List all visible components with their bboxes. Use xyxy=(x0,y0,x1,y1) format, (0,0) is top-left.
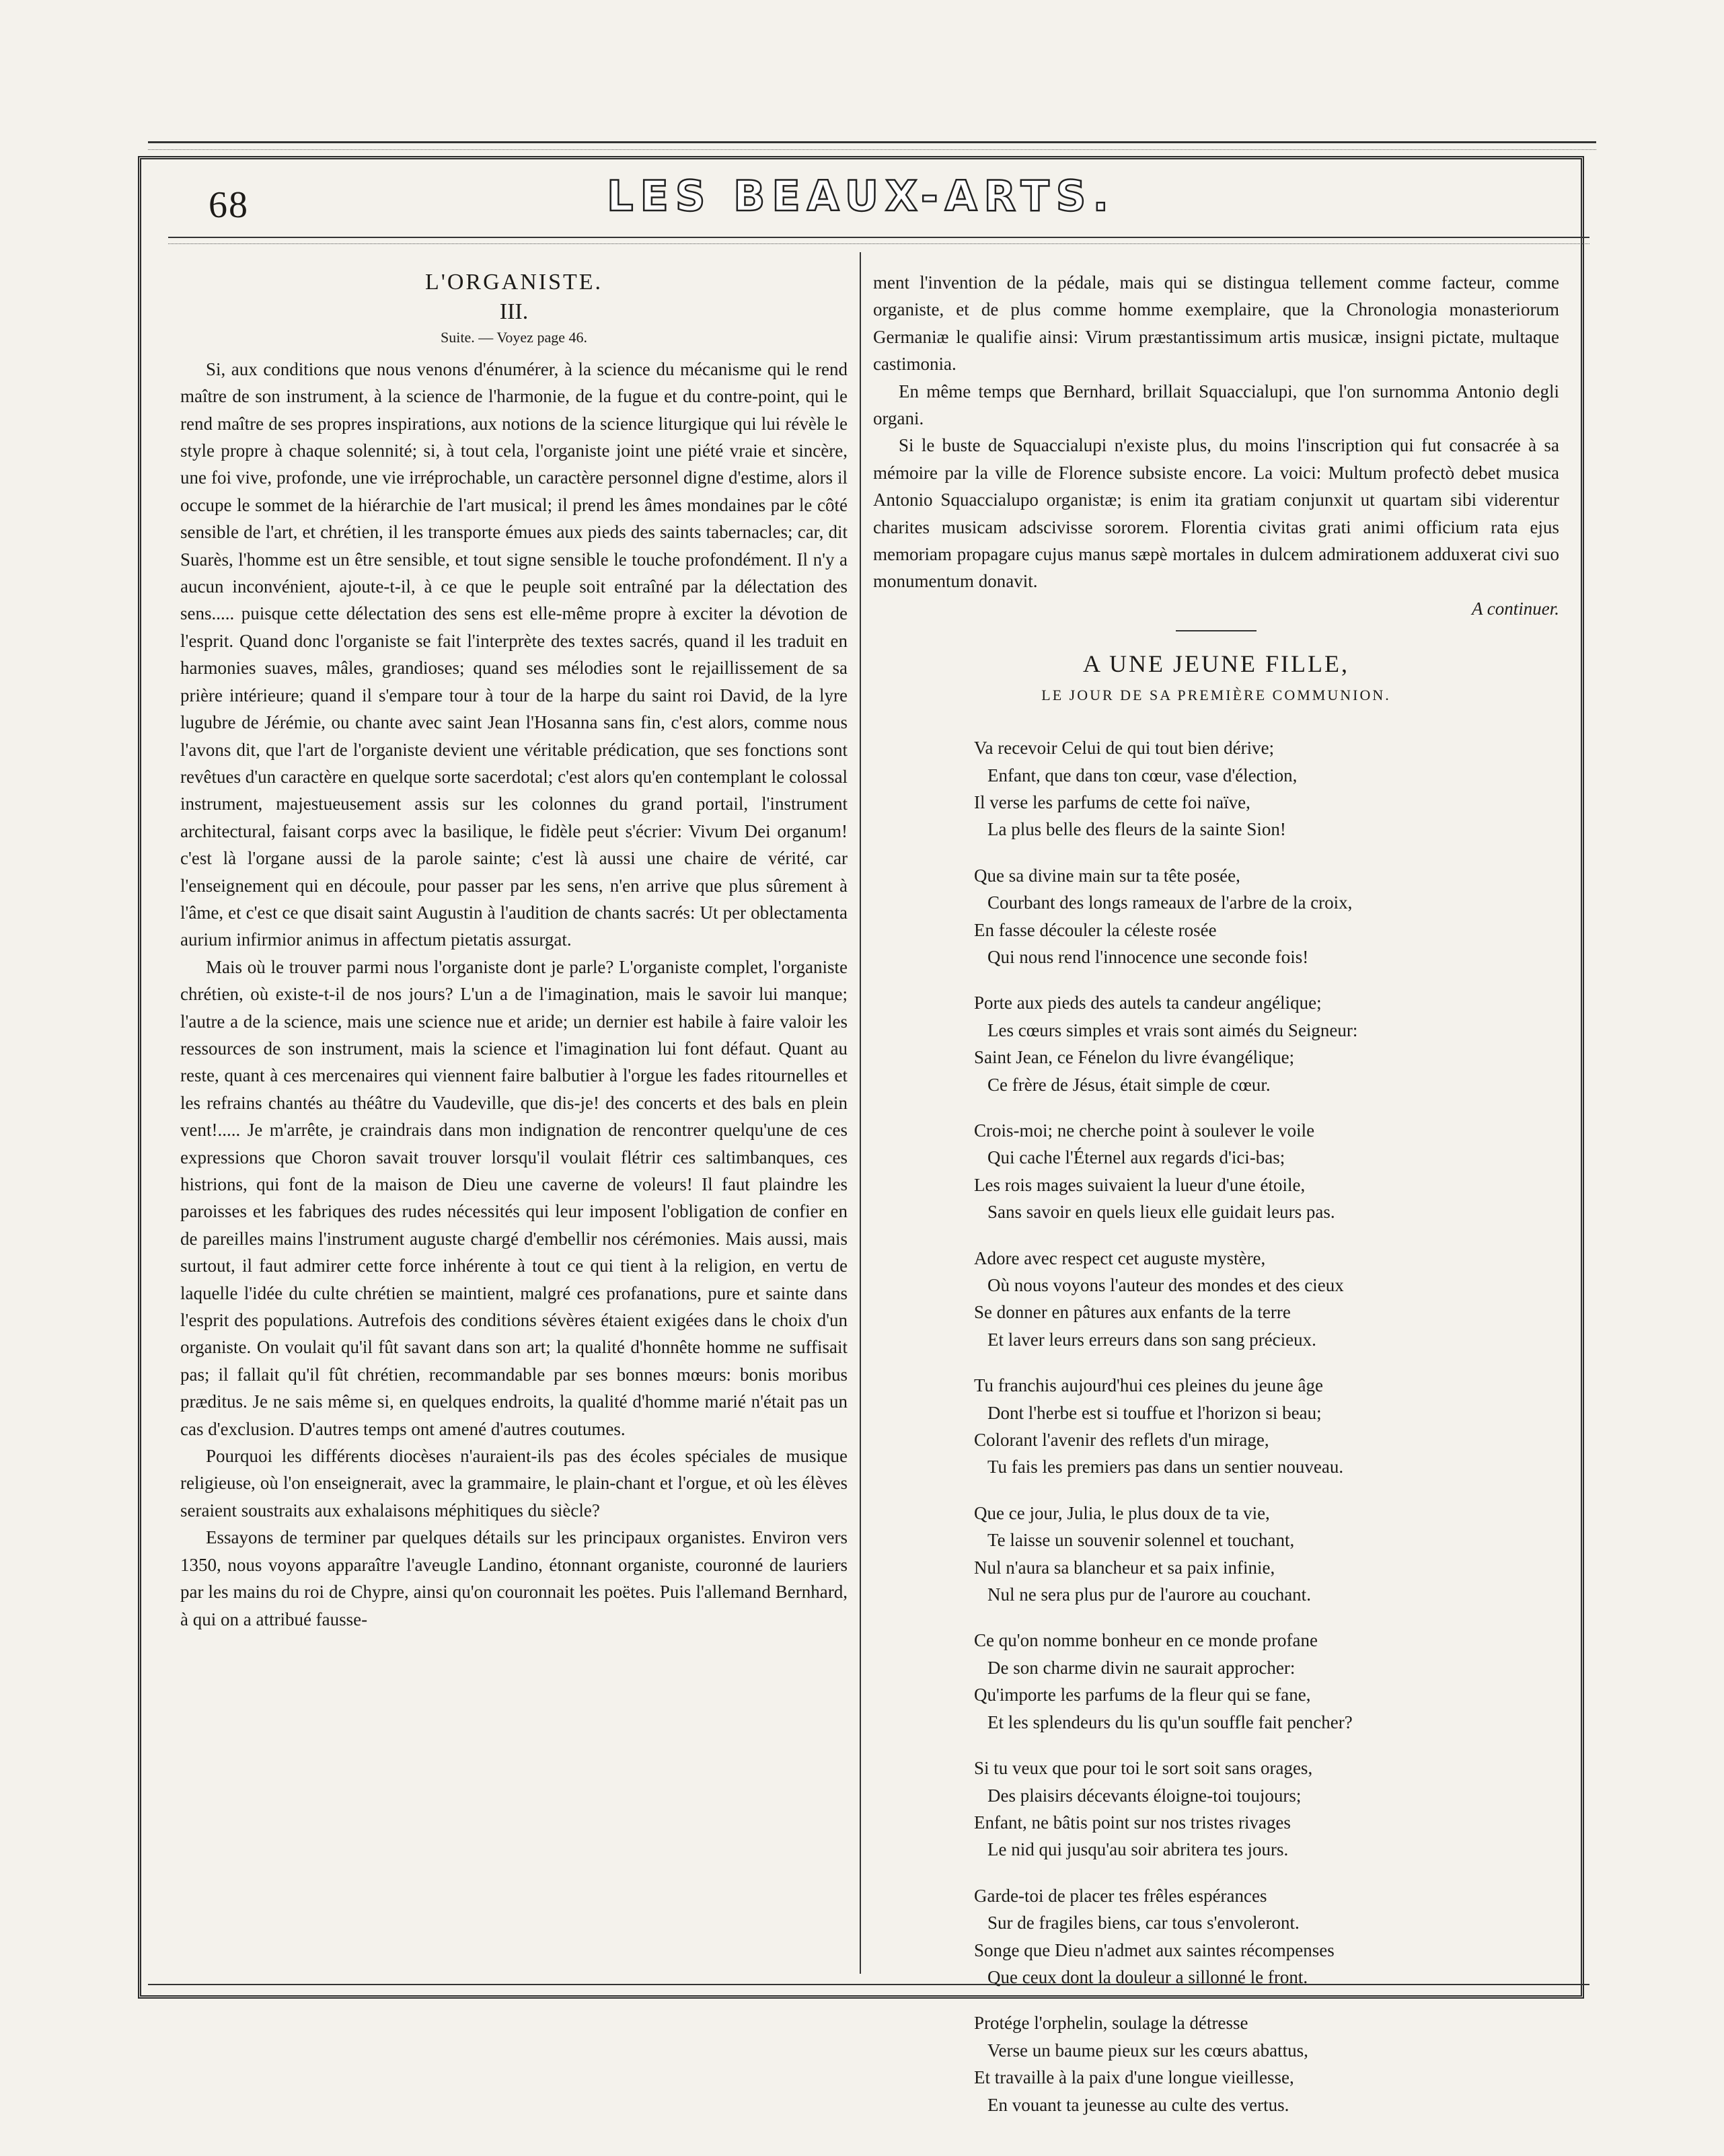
article-paragraph-continued: ment l'invention de la pédale, mais qui se distingua tellement comme facteur, comme organiste, et de plus comme homme exemplaire, que la Chronologia monasteriorum Germaniæ le qualifie ainsi: Virum præstantissimum artis musicæ, insigni pictate, multaque castimonia. xyxy=(873,272,1559,375)
poem-line: Dont l'herbe est si touffue et l'horizon si beau; xyxy=(987,1402,1322,1423)
page-header xyxy=(148,171,1574,239)
poem-line: Et laver leurs erreurs dans son sang précieux. xyxy=(987,1329,1316,1350)
article-paragraph: Pourquoi les différents diocèses n'auraient-ils pas des écoles spéciales de musique religieuse, où l'on enseignerait, avec la grammaire, le plain-chant et l'orgue, et où les élèves seraient soustraits aux exhalaisons méphitiques du siècle? xyxy=(180,1446,848,1520)
masthead-title: LES BEAUX-ARTS. xyxy=(606,171,1116,221)
poem-line: Que ceux dont la douleur a sillonné le front. xyxy=(987,1966,1308,1987)
poem-line: Saint Jean, ce Fénelon du livre évangélique; xyxy=(974,1047,1295,1068)
poem-stanza xyxy=(873,1117,1559,1226)
poem-line: Qui cache l'Éternel aux regards d'ici-bas; xyxy=(987,1147,1285,1168)
poem-stanza xyxy=(873,862,1559,971)
poem-line: Va recevoir Celui de qui tout bien dérive; xyxy=(974,738,1275,759)
article-paragraph-split: Essayons de terminer par quelques détails sur les principaux organistes. Environ vers 1350, nous voyons apparaître l'aveugle Landino, étonnant organiste, couronné de lauriers par les mains du roi de Chypre, ainsi qu'on couronnait les poëtes. Puis l'allemand Bernhard, à qui on a attribué fausse- xyxy=(180,1527,848,1629)
poem-stanza xyxy=(873,1245,1559,1354)
poem-line: Crois-moi; ne cherche point à soulever le voile xyxy=(974,1120,1315,1141)
poem-line: Enfant, que dans ton cœur, vase d'élection, xyxy=(987,765,1298,785)
poem-line: Où nous voyons l'auteur des mondes et des cieux xyxy=(987,1275,1344,1295)
poem-line: Les rois mages suivaient la lueur d'une étoile, xyxy=(974,1174,1306,1195)
poem-line: Protége l'orphelin, soulage la détresse xyxy=(974,2013,1248,2034)
left-column xyxy=(180,269,848,1633)
header-rule-dotted xyxy=(168,243,1589,244)
article-paragraph: En même temps que Bernhard, brillait Squaccialupi, que l'on surnomma Antonio degli organi. xyxy=(873,381,1559,429)
poem-line: Nul ne sera plus pur de l'aurore au couchant. xyxy=(987,1584,1311,1605)
poem-title: A UNE JEUNE FILLE, xyxy=(1083,650,1349,678)
poem-line: Adore avec respect cet auguste mystère, xyxy=(974,1247,1266,1268)
poem-line: Les cœurs simples et vrais sont aimés du Seigneur: xyxy=(987,1019,1358,1040)
poem-body xyxy=(873,734,1559,2118)
top-rule-dotted xyxy=(148,149,1596,150)
article-paragraph: Si le buste de Squaccialupi n'existe plus, du moins l'inscription qui fut consacrée à sa mémoire par la ville de Florence subsiste encore. La voici: Multum profectò debet musica Antonio Squaccialupo organistæ; is enim ita gratiam conjunxit ut quartam sibi viderentur charites musicam adscivisse sororem. Florentia civitas grati animi officium rata ejus memoriam propagare cujus manus sæpè mortales in dulcem admirationem adduxerat civi suo monumentum donavit. xyxy=(873,435,1559,592)
poem-line: La plus belle des fleurs de la sainte Sion! xyxy=(987,819,1286,840)
poem-line: En vouant ta jeunesse au culte des vertus. xyxy=(987,2094,1289,2115)
right-column xyxy=(873,269,1559,2137)
poem-line: Songe que Dieu n'admet aux saintes récompenses xyxy=(974,1939,1335,1960)
poem-line: Se donner en pâtures aux enfants de la terre xyxy=(974,1302,1291,1323)
header-rule xyxy=(168,237,1589,238)
poem-line: Porte aux pieds des autels ta candeur angélique; xyxy=(974,993,1322,1013)
poem-line: De son charme divin ne saurait approcher: xyxy=(987,1657,1296,1678)
poem-line: Que ce jour, Julia, le plus doux de ta vie, xyxy=(974,1502,1270,1523)
top-rule xyxy=(148,141,1596,143)
poem-stanza xyxy=(873,1882,1559,1991)
poem-line: Et travaille à la paix d'une longue vieillesse, xyxy=(974,2067,1294,2088)
poem-line: Que sa divine main sur ta tête posée, xyxy=(974,865,1240,886)
poem-line: Tu franchis aujourd'hui ces pleines du jeune âge xyxy=(974,1375,1323,1396)
poem-stanza xyxy=(873,1372,1559,1481)
poem-stanza xyxy=(873,734,1559,843)
poem-stanza xyxy=(873,1755,1559,1863)
poem-line: Le nid qui jusqu'au soir abritera tes jours. xyxy=(987,1839,1289,1860)
article-paragraph: Mais où le trouver parmi nous l'organiste dont je parle? L'organiste complet, l'organiste chrétien, où existe-t-il de nos jours? L'un a de l'imagination, mais le savoir lui manque; l'autre a de la science, mais une science nue et aride; un dernier est habile à faire valoir les ressources de son instrument, mais la science et l'imagination lui font défaut. Quant au reste, quant à ces mercenaires qui viennent faire balbutier à l'orgue les fades ritournelles et les refrains chantés au théâtre du Vaudeville, que dis-je! des concerts et des bals en plein vent!..... Je m'arrête, je craindrais dans mon indignation de rencontrer quelqu'une de ces expressions que Choron savait trouver lorsqu'il voulait flétrir ces saltimbanques, ces histrions, qui font de la maison de Dieu une caverne de voleurs! Il faut plaindre les paroisses et les fabriques des rudes nécessités qui leur imposent l'obligation de confier en de pareilles mains l'instrument auguste chargé d'embellir nos cérémonies. Mais aussi, mais surtout, il faut admirer cette force inhérente à tout ce qui tient à la religion, en vertu de laquelle l'idée du culte chrétien se maintient, malgré ces profanations, pure et sainte dans l'esprit des populations. Autrefois des conditions sévères étaient exigées dans le choix d'un organiste. On voulait qu'il fût savant dans son art; la qualité d'honnête homme ne suffisait pas; il fallait qu'il fût chrétien, recommandable par ses bonnes mœurs: bonis moribus præditus. Je ne sais même si, en quelques endroits, la qualité d'homme marié n'était pas un cas d'exclusion. D'autres temps ont amené d'autres coutumes. xyxy=(180,956,848,1439)
poem-stanza xyxy=(873,1627,1559,1736)
page-number: 68 xyxy=(209,184,249,226)
poem-line: Et les splendeurs du lis qu'un souffle fait pencher? xyxy=(987,1711,1353,1732)
poem-line: Sur de fragiles biens, car tous s'envoleront. xyxy=(987,1913,1300,1933)
section-rule xyxy=(1176,630,1257,631)
poem-line: Courbant des longs rameaux de l'arbre de la croix, xyxy=(987,892,1353,913)
poem-line: Qu'importe les parfums de la fleur qui se fane, xyxy=(974,1685,1311,1705)
article-part-number: III. xyxy=(499,299,529,325)
poem-stanza xyxy=(873,2009,1559,2118)
poem-line: Si tu veux que pour toi le sort soit sans orages, xyxy=(974,1758,1313,1779)
poem-line: Il verse les parfums de cette foi naïve, xyxy=(974,792,1250,812)
to-be-continued: A continuer. xyxy=(1472,598,1559,619)
continuation-note: Suite. — Voyez page 46. xyxy=(441,329,587,346)
poem-line: Qui nous rend l'innocence une seconde fois! xyxy=(987,946,1309,967)
poem-line: Te laisse un souvenir solennel et touchant, xyxy=(987,1530,1295,1551)
poem-stanza xyxy=(873,989,1559,1098)
poem-line: Garde-toi de placer tes frêles espérances xyxy=(974,1885,1267,1906)
poem-subtitle: LE JOUR DE SA PREMIÈRE COMMUNION. xyxy=(1041,686,1391,703)
poem-line: Des plaisirs décevants éloigne-toi toujours; xyxy=(987,1785,1302,1806)
bottom-rule xyxy=(148,1984,1589,1985)
poem-line: Tu fais les premiers pas dans un sentier nouveau. xyxy=(987,1457,1344,1477)
article-paragraph: Si, aux conditions que nous venons d'énumérer, à la science du mécanisme qui le rend maître de son instrument, à la science de l'harmonie, de la fugue et du contre-point, qui le rend maître de ses propres inspirations, aux notions de la science liturgique qui lui révèle le style propre à chaque solennité; si, à tout cela, l'organiste joint une piété vraie et sincère, une foi vive, profonde, une vie irréprochable, un caractère personnel digne d'estime, alors il occupe le sommet de la hiérarchie de l'art musical; il prend les âmes mondaines par le côté sensible de l'art, et chrétien, il les transporte émues aux pieds des saints tabernacles; car, dit Suarès, l'homme est un être sensible, et tout signe sensible le touche profondément. Il n'y a aucun inconvénient, ajoute-t-il, à ce que le peuple soit entraîné par la délectation des sens..... puisque cette délectation des sens est elle-même propre à exciter la dévotion de l'esprit. Quand donc l'organiste se fait l'interprète des textes sacrés, quand il les traduit en harmonies suaves, mâles, grandioses; quand ses mélodies sont le rejaillissement de sa prière intérieure; quand il s'empare tour à tour de la harpe du saint roi David, de la lyre lugubre de Jérémie, ou chante avec saint Jean l'Hosanna sans fin, c'est alors, comme nous l'avons dit, que l'art de l'organiste devient une véritable prédication, que ses fonctions sont revêtues d'un caractère en quelque sorte sacerdotal; c'est alors qu'en contemplant le colossal instrument, majestueusement assis sur les colonnes du grand portail, l'instrument architectural, faisant corps avec la basilique, le fidèle peut s'écrier: Vivum Dei organum! c'est là l'organe aussi de la parole sainte; c'est là aussi une chaire de vérité, car l'enseignement qui en découle, pour passer par les sens, n'en arrive que plus sûrement à l'âme, et c'est ce que disait saint Augustin à l'audition de chants sacrés: Ut per oblectamenta aurium infirmior animus in affectum pietatis assurgat. xyxy=(180,358,848,950)
poem-stanza xyxy=(873,1500,1559,1609)
poem-line: Verse un baume pieux sur les cœurs abattus, xyxy=(987,2040,1308,2061)
poem-line: Ce qu'on nomme bonheur en ce monde profane xyxy=(974,1630,1318,1651)
column-divider xyxy=(860,252,861,1974)
poem-line: Sans savoir en quels lieux elle guidait leurs pas. xyxy=(987,1202,1335,1223)
poem-line: Ce frère de Jésus, était simple de cœur. xyxy=(987,1074,1271,1095)
poem-line: Colorant l'avenir des reflets d'un mirage, xyxy=(974,1430,1269,1451)
poem-line: Enfant, ne bâtis point sur nos tristes rivages xyxy=(974,1812,1291,1833)
article-title: L'ORGANISTE. xyxy=(424,270,603,295)
poem-line: En fasse découler la céleste rosée xyxy=(974,919,1217,940)
poem-line: Nul n'aura sa blancheur et sa paix infinie, xyxy=(974,1557,1275,1578)
